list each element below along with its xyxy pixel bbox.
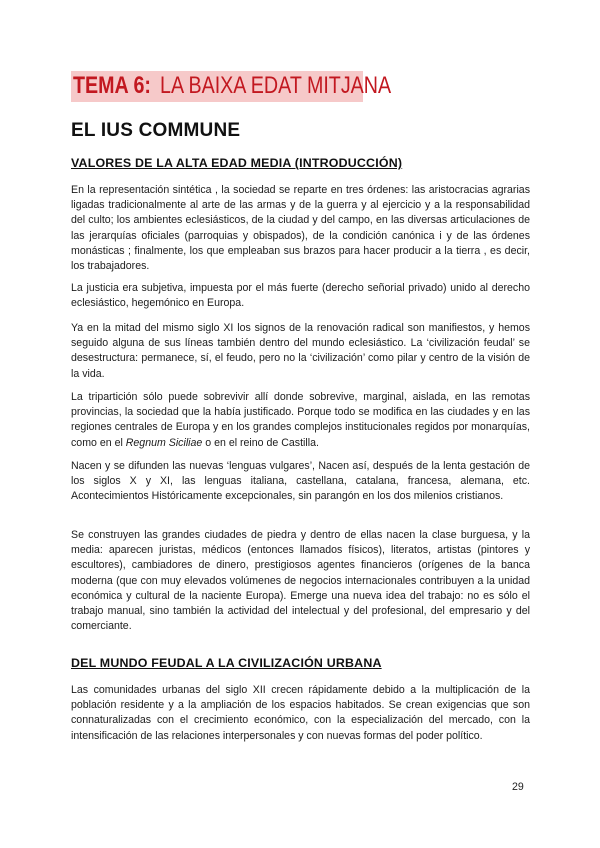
paragraph-text: o en el reino de Castilla. — [202, 436, 319, 449]
paragraph: En la representación sintética , la sociedad se reparte en tres órdenes: las aristocracias agrarias ligadas tradicionalmente al arte de las armas y de la guerra y al ejercicio y a la responsabilidad del culto; los ambientes eclesiásticos, de la ciudad y del campo, en las diversas articulaciones de las jerarquías oficiales (parroquias y obispados), de la condición canónica i y de las órdenes monásticas ; finalmente, los que empleaban sus brazos para hacer producir a la tierra , es decir, los trabajadores. — [71, 184, 530, 273]
paragraph: Nacen y se difunden las nuevas ‘lenguas vulgares’, Nacen así, después de la lenta gestación de los siglos X y XI, las lenguas italiana, castellana, catalana, francesa, alemana, etc. Acontecimientos Históricamente excepcionales, sin parangón en los dos milenios cristianos. — [71, 460, 530, 503]
chapter-title: LA BAIXA EDAT MITJANA — [160, 72, 392, 99]
paragraph: Las comunidades urbanas del siglo XII crecen rápidamente debido a la multiplicación de la población residente y a la ampliación de los espacios habitados. Se crean exigencias que son connaturalizadas con el crecimiento económico, con la especialización del mercado, con la intensificación de las relaciones interpersonales y con nuevas formas del poder político. — [71, 684, 530, 742]
paragraph: Ya en la mitad del mismo siglo XI los signos de la renovación radical son manifiestos, y hemos seguido alguna de sus líneas también dentro del mundo eclesiástico. La ‘civilización feudal’ se desestructura: permanece, sí, el feudo, pero no la ‘civilización’ como pilar y centro de la visión de la vida. — [71, 322, 530, 380]
page-number: 29 — [512, 781, 524, 793]
chapter-header-highlight — [71, 71, 392, 102]
paragraph: La justicia era subjetiva, impuesta por el más fuerte (derecho señorial privado) unido al derecho eclesiástico, hegemónico en Europa. — [71, 282, 530, 310]
subsection-heading-mundo-feudal: DEL MUNDO FEUDAL A LA CIVILIZACIÓN URBANA — [71, 656, 382, 670]
chapter-number: TEMA 6: — [73, 72, 151, 99]
subsection-heading-alta-edad-media: VALORES DE LA ALTA EDAD MEDIA (INTRODUCCIÓN) — [71, 156, 403, 170]
latin-term: Regnum Siciliae — [125, 436, 203, 449]
paragraph-text: La tripartición sólo puede sobrevivir allí donde sobrevive, marginal, aislada, en las remotas provincias, la sociedad que la había justificado. Porque todo se modifica en las ciudades y en las regiones centrales de Europa y en los grandes complejos institucionales regidos por monarquías, como en el — [71, 391, 530, 449]
paragraph: Se construyen las grandes ciudades de piedra y dentro de ellas nacen la clase burguesa, y la media: aparecen juristas, médicos (entonces llamados físicos), literatos, artistas (pintores y escultores), cambiadores de dinero, prestigiosos agentes financieros (orígenes de la banca moderna (que con muy elevados volúmenes de negocios internacionales contribuyen a la unidad económica y cultural de la naciente Europa). Emerge una nueva idea del trabajo: no es sólo el trabajo manual, sino también la actividad del intelectual y del profesional, del empresario y del comerciante. — [71, 529, 530, 633]
section-title: EL IUS COMMUNE — [71, 120, 241, 141]
paragraph — [71, 390, 530, 451]
